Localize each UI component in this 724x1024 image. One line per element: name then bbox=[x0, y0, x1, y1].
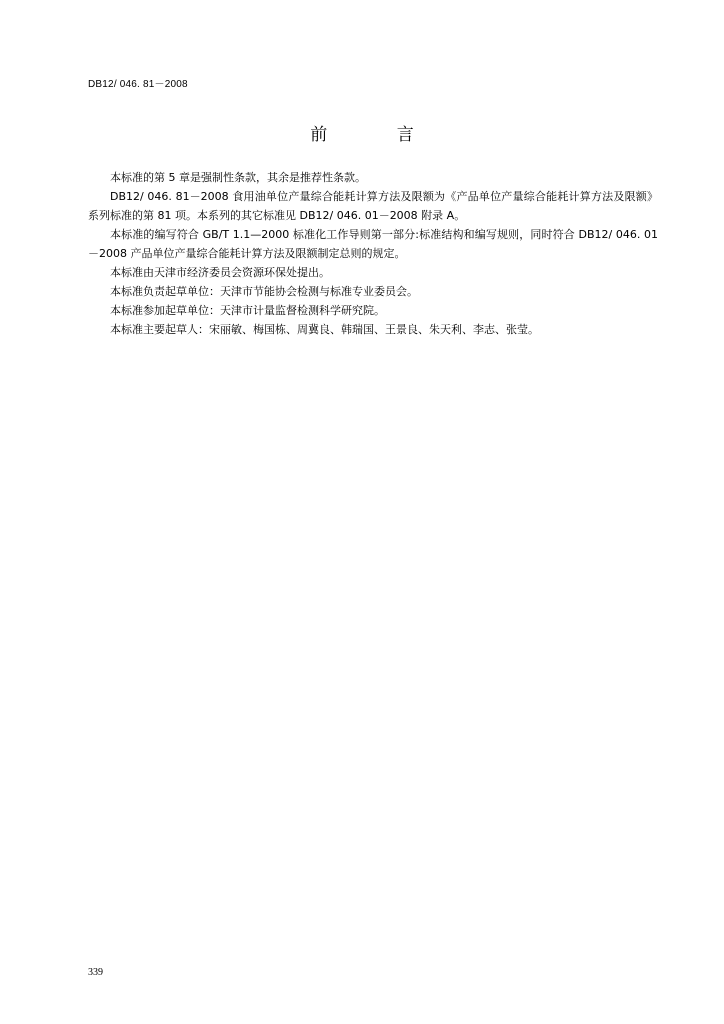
paragraph-participating-drafter: 本标准参加起草单位：天津市计量监督检测科学研究院。 bbox=[110, 304, 385, 317]
page-title: 前 言 bbox=[310, 125, 446, 145]
paragraph-drafting-compliance: 本标准的编写符合 GB/T 1.1—2000 标准化工作导则第一部分:标准结构和编写规则，同时符合 DB12/ 046. 01－2008 产品单位产量综合能耗计算方法及限额制定总则的规定。 bbox=[88, 228, 658, 260]
paragraph-proposer: 本标准由天津市经济委员会资源环保处提出。 bbox=[110, 266, 330, 279]
paragraph-standard-series: DB12/ 046. 81－2008 食用油单位产量综合能耗计算方法及限额为《产品单位产量综合能耗计算方法及限额》系列标准的第 81 项。本系列的其它标准见 DB12/ 046. 01－2008 附录 A。 bbox=[88, 190, 658, 222]
standard-code-header: DB12/ 046. 81－2008 bbox=[88, 79, 188, 90]
foreword-body bbox=[88, 168, 658, 339]
paragraph-mandatory-clause: 本标准的第 5 章是强制性条款，其余是推荐性条款。 bbox=[110, 171, 366, 184]
paragraph-main-drafters: 本标准主要起草人：宋丽敏、梅国栋、周冀良、韩瑞国、王景良、朱天利、李志、张莹。 bbox=[110, 323, 539, 336]
paragraph-responsible-drafter: 本标准负责起草单位：天津市节能协会检测与标准专业委员会。 bbox=[110, 285, 418, 298]
page-number: 339 bbox=[88, 967, 103, 978]
